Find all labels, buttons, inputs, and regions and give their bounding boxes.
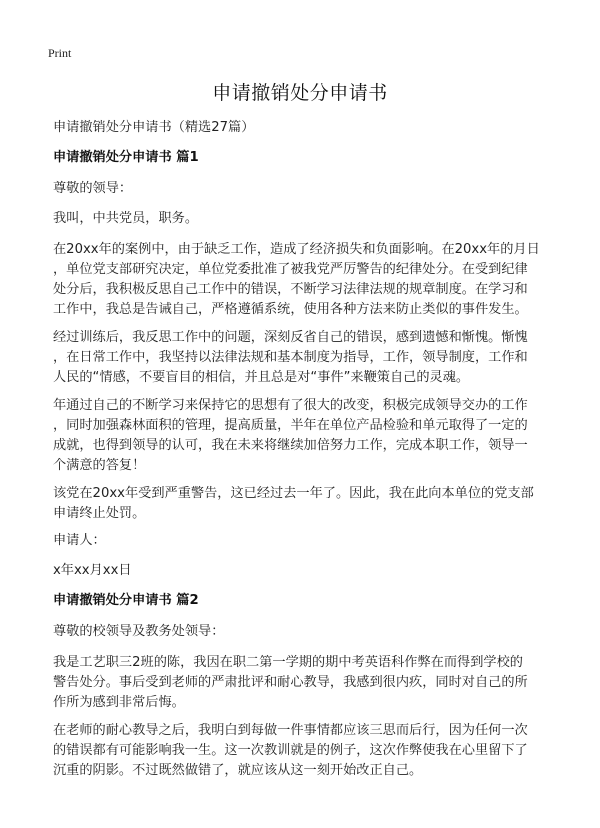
section-1-intro: [53, 209, 573, 229]
section-heading-text: 申请撤销处分申请书 篇1: [53, 150, 199, 165]
section-1-date: [53, 561, 573, 581]
paragraph-line: ，同时加强森林面积的管理，提高质量，半年在单位产品检验和单元取得了一定的: [53, 418, 528, 433]
paragraph-line: 我是工艺职三2班的陈，我因在职二第一学期的期中考英语科作弊在而得到学校的: [53, 655, 523, 670]
paragraph-line: 个满意的答复！: [53, 458, 146, 473]
salutation-text: 尊敬的校领导及教务处领导：: [53, 624, 225, 639]
paragraph-line: 年通过自己的不断学习来保持它的思想有了很大的改变，积极完成领导交办的工作: [53, 398, 528, 413]
section-2-paragraph-2: [53, 721, 573, 781]
section-1-salutation: [53, 179, 573, 199]
section-1-paragraph-2: [53, 328, 573, 388]
signature-label: 申请人：: [53, 533, 106, 548]
paragraph-line: 经过训练后，我反思工作中的问题，深刻反省自己的错误，感到遗憾和惭愧。惭愧: [53, 330, 528, 345]
paragraph-line: 作所为感到非常后悔。: [53, 695, 185, 710]
intro-text: 我叫，中共党员，职务。: [53, 211, 199, 226]
paragraph-line: ，在日常工作中，我坚持以法律法规和基本制度为指导，工作，领导制度，工作和: [53, 350, 528, 365]
salutation-text: 尊敬的领导：: [53, 181, 133, 196]
section-2-heading: [53, 591, 573, 611]
paragraph-line: 成就，也得到领导的认可，我在未来将继续加倍努力工作，完成本职工作，领导一: [53, 438, 528, 453]
section-1-paragraph-4: [53, 484, 573, 524]
paragraph-line: 在20xx年的案例中，由于缺乏工作，造成了经济损失和负面影响。在20xx年的月日: [53, 242, 540, 257]
section-1-signature: [53, 531, 573, 551]
section-2-paragraph-1: [53, 653, 573, 713]
paragraph-line: 申请终止处罚。: [53, 506, 146, 521]
date-text: x年xx月xx日: [53, 563, 132, 578]
section-heading-text: 申请撤销处分申请书 篇2: [53, 593, 199, 608]
page-title: 申请撤销处分申请书: [212, 82, 388, 104]
paragraph-line: 人民的“情感，不要盲目的相信，并且总是对“事件”来鞭策自己的灵魂。: [53, 370, 470, 385]
subtitle-text: 申请撤销处分申请书（精选27篇）: [53, 120, 255, 135]
document-subtitle: [53, 118, 573, 138]
paragraph-line: 工作中，我总是告诫自己，严格遵循系统，使用各种方法来防止类似的事件发生。: [53, 302, 528, 317]
paragraph-line: 沉重的阴影。不过既然做错了，就应该从这一刻开始改正自己。: [53, 763, 423, 778]
paragraph-line: 在老师的耐心教导之后，我明白到每做一件事情都应该三思而后行，因为任何一次: [53, 723, 528, 738]
section-2-salutation: [53, 622, 573, 642]
print-link[interactable]: Print: [48, 46, 72, 60]
section-1-heading: [53, 148, 573, 168]
paragraph-line: 的错误都有可能影响我一生。这一次教训就是的例子，这次作弊使我在心里留下了: [53, 743, 528, 758]
paragraph-line: ，单位党支部研究决定，单位党委批准了被我党严厉警告的纪律处分。在受到纪律: [53, 262, 528, 277]
paragraph-line: 警告处分。事后受到老师的严肃批评和耐心教导，我感到很内疚，同时对自己的所: [53, 675, 528, 690]
section-1-paragraph-1: [53, 240, 573, 320]
paragraph-line: 该党在20xx年受到严重警告，这已经过去一年了。因此，我在此向本单位的党支部: [53, 486, 534, 501]
paragraph-line: 处分后，我积极反思自己工作中的错误，不断学习法律法规的规章制度。在学习和: [53, 282, 528, 297]
section-1-paragraph-3: [53, 396, 573, 476]
